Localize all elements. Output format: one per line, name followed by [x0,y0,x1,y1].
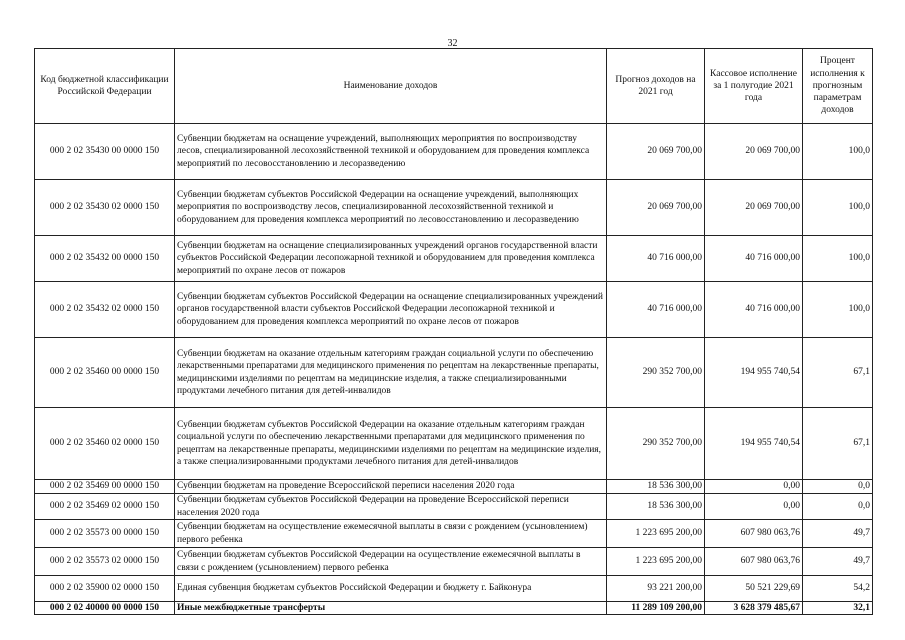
row-code: 000 2 02 35573 02 0000 150 [35,548,175,576]
row-code: 000 2 02 35469 00 0000 150 [35,480,175,494]
row-code: 000 2 02 35432 02 0000 150 [35,282,175,338]
row-name: Субвенции бюджетам на оснащение учреждений, выполняющих мероприятия по воспроизводству лесов, специализированной лесохозяйственной техникой и оборудованием для проведения комплекса мероприятий по лесовосстановлению и лесоразведению [175,124,607,180]
table-row [35,282,873,338]
total-forecast: 11 289 109 200,00 [607,602,705,615]
header-forecast: Прогноз доходов на 2021 год [607,49,705,124]
row-forecast: 290 352 700,00 [607,338,705,408]
header-code: Код бюджетной классификации Российской Федерации [35,49,175,124]
row-forecast: 40 716 000,00 [607,282,705,338]
row-percent: 100,0 [803,124,873,180]
row-forecast: 18 536 300,00 [607,494,705,520]
row-forecast: 20 069 700,00 [607,124,705,180]
row-percent: 0,0 [803,480,873,494]
table-row [35,576,873,602]
row-percent: 0,0 [803,494,873,520]
total-row [35,602,873,615]
row-code: 000 2 02 35432 00 0000 150 [35,236,175,282]
row-forecast: 93 221 200,00 [607,576,705,602]
row-cash: 607 980 063,76 [705,548,803,576]
row-code: 000 2 02 35900 02 0000 150 [35,576,175,602]
row-code: 000 2 02 35469 02 0000 150 [35,494,175,520]
row-name: Субвенции бюджетам субъектов Российской Федерации на оказание отдельным категориям граждан социальной услуги по обеспечению лекарственными препаратами для медицинского применения по рецептам на лекарственные препараты, медицинскими изделиями по рецептам на медицинские изделия, а также специализированными продуктами лечебного питания для детей-инвалидов [175,408,607,480]
row-percent: 100,0 [803,236,873,282]
row-forecast: 1 223 695 200,00 [607,520,705,548]
total-cash: 3 628 379 485,67 [705,602,803,615]
page-number: 32 [447,38,458,49]
row-percent: 54,2 [803,576,873,602]
row-cash: 607 980 063,76 [705,520,803,548]
row-cash: 194 955 740,54 [705,338,803,408]
row-percent: 100,0 [803,180,873,236]
row-name: Субвенции бюджетам субъектов Российской Федерации на осуществление ежемесячной выплаты в связи с рождением (усыновлением) первого ребенка [175,548,607,576]
header-name: Наименование доходов [175,49,607,124]
header-percent: Процент исполнения к прогнозным параметрам доходов [803,49,873,124]
table-row [35,480,873,494]
table-row [35,408,873,480]
row-name: Субвенции бюджетам субъектов Российской Федерации на оснащение специализированных учреждений органов государственной власти субъектов Российской Федерации лесопожарной техникой и оборудованием для проведения комплекса мероприятий по охране лесов от пожаров [175,282,607,338]
table-header-row [35,49,873,124]
row-code: 000 2 02 35430 02 0000 150 [35,180,175,236]
row-cash: 20 069 700,00 [705,180,803,236]
table-row [35,124,873,180]
table-row [35,236,873,282]
row-cash: 40 716 000,00 [705,282,803,338]
total-code: 000 2 02 40000 00 0000 150 [35,602,175,615]
row-cash: 40 716 000,00 [705,236,803,282]
total-percent: 32,1 [803,602,873,615]
row-name: Субвенции бюджетам на оказание отдельным категориям граждан социальной услуги по обеспечению лекарственными препаратами для медицинского применения по рецептам на лекарственные препараты, медицинскими изделиями по рецептам на медицинские изделия, а также специализированными продуктами лечебного питания для детей-инвалидов [175,338,607,408]
table-row [35,180,873,236]
row-forecast: 1 223 695 200,00 [607,548,705,576]
row-cash: 0,00 [705,480,803,494]
row-name: Единая субвенция бюджетам субъектов Российской Федерации и бюджету г. Байконура [175,576,607,602]
table-row [35,494,873,520]
row-forecast: 20 069 700,00 [607,180,705,236]
row-forecast: 18 536 300,00 [607,480,705,494]
row-percent: 49,7 [803,548,873,576]
row-cash: 194 955 740,54 [705,408,803,480]
row-code: 000 2 02 35430 00 0000 150 [35,124,175,180]
row-name: Субвенции бюджетам на проведение Всероссийской переписи населения 2020 года [175,480,607,494]
row-percent: 100,0 [803,282,873,338]
row-cash: 20 069 700,00 [705,124,803,180]
row-code: 000 2 02 35573 00 0000 150 [35,520,175,548]
row-percent: 67,1 [803,338,873,408]
row-forecast: 290 352 700,00 [607,408,705,480]
row-percent: 49,7 [803,520,873,548]
total-name: Иные межбюджетные трансферты [175,602,607,615]
row-name: Субвенции бюджетам субъектов Российской Федерации на проведение Всероссийской переписи населения 2020 года [175,494,607,520]
row-percent: 67,1 [803,408,873,480]
row-name: Субвенции бюджетам на оснащение специализированных учреждений органов государственной власти субъектов Российской Федерации лесопожарной техникой и оборудованием для проведения комплекса мероприятий по охране лесов от пожаров [175,236,607,282]
row-name: Субвенции бюджетам субъектов Российской Федерации на оснащение учреждений, выполняющих мероприятия по воспроизводству лесов, специализированной лесохозяйственной техникой и оборудованием для проведения комплекса мероприятий по лесовосстановлению и лесоразведению [175,180,607,236]
row-code: 000 2 02 35460 00 0000 150 [35,338,175,408]
row-code: 000 2 02 35460 02 0000 150 [35,408,175,480]
row-forecast: 40 716 000,00 [607,236,705,282]
table-row [35,338,873,408]
row-name: Субвенции бюджетам на осуществление ежемесячной выплаты в связи с рождением (усыновлением) первого ребенка [175,520,607,548]
row-cash: 50 521 229,69 [705,576,803,602]
row-cash: 0,00 [705,494,803,520]
table-row [35,520,873,548]
table-row [35,548,873,576]
header-cash: Кассовое исполнение за 1 полугодие 2021 года [705,49,803,124]
revenue-table [34,48,873,615]
